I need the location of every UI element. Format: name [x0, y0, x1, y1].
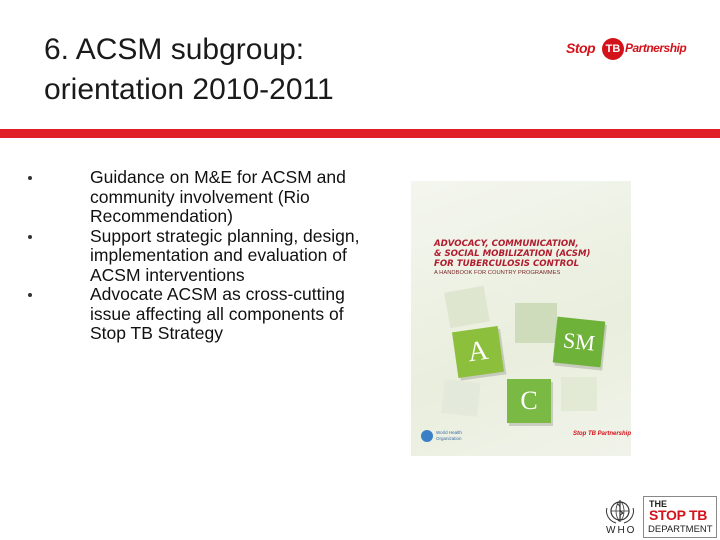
bullet-item	[0, 227, 380, 286]
cover-who-logo	[421, 429, 491, 445]
cube-decoration	[444, 286, 490, 328]
dept-department-text: DEPARTMENT	[648, 524, 713, 535]
cube-decoration	[561, 377, 597, 411]
bullet-text: Support strategic planning, design, implementation and evaluation of ACSM interventions	[90, 225, 360, 285]
bullet-item	[0, 285, 380, 344]
cover-title-line-3: FOR TUBERCULOSIS CONTROL	[434, 259, 580, 269]
cube-decoration	[441, 379, 480, 417]
acsm-handbook-cover-image	[411, 181, 631, 456]
bullet-text: Advocate ACSM as cross-cutting issue affecting all components of Stop TB Strategy	[90, 284, 345, 343]
stop-tb-partnership-logo	[566, 40, 688, 60]
bullet-dot-icon	[28, 235, 32, 239]
cover-who-text: World Health Organization	[436, 430, 462, 441]
bullet-dot-icon	[28, 293, 32, 297]
logo-tb-circle: TB	[602, 38, 624, 60]
bullet-list	[0, 168, 380, 344]
logo-stop-text: Stop	[566, 40, 596, 56]
stop-tb-department-logo	[643, 496, 717, 538]
who-emblem-icon	[602, 498, 638, 528]
who-label: WHO	[606, 525, 637, 536]
globe-icon	[421, 430, 433, 442]
slide-title-line-2: orientation 2010-2011	[44, 73, 334, 106]
dept-stop-tb-text: STOP TB	[649, 507, 708, 523]
dept-the-text: THE	[649, 499, 667, 509]
bullet-item	[0, 168, 380, 227]
bullet-dot-icon	[28, 176, 32, 180]
cube-decoration	[515, 303, 557, 343]
cover-subtitle: A HANDBOOK FOR COUNTRY PROGRAMMES	[434, 270, 561, 276]
cover-title-line-1: ADVOCACY, COMMUNICATION,	[434, 239, 579, 249]
cube-a: A	[452, 326, 504, 378]
bullet-text: Guidance on M&E for ACSM and community involvement (Rio Recommendation)	[90, 167, 346, 226]
cube-c: C	[507, 379, 551, 423]
cover-title-line-2: & SOCIAL MOBILIZATION (ACSM)	[434, 249, 591, 259]
cover-title	[434, 239, 630, 277]
title-divider	[0, 129, 720, 138]
slide-title-line-1: 6. ACSM subgroup:	[44, 33, 305, 66]
logo-partnership-text: Partnership	[625, 41, 687, 55]
cover-stop-tb-logo: Stop TB Partnership	[573, 431, 632, 437]
cube-sm: SM	[553, 317, 606, 368]
slide-title	[44, 30, 484, 110]
